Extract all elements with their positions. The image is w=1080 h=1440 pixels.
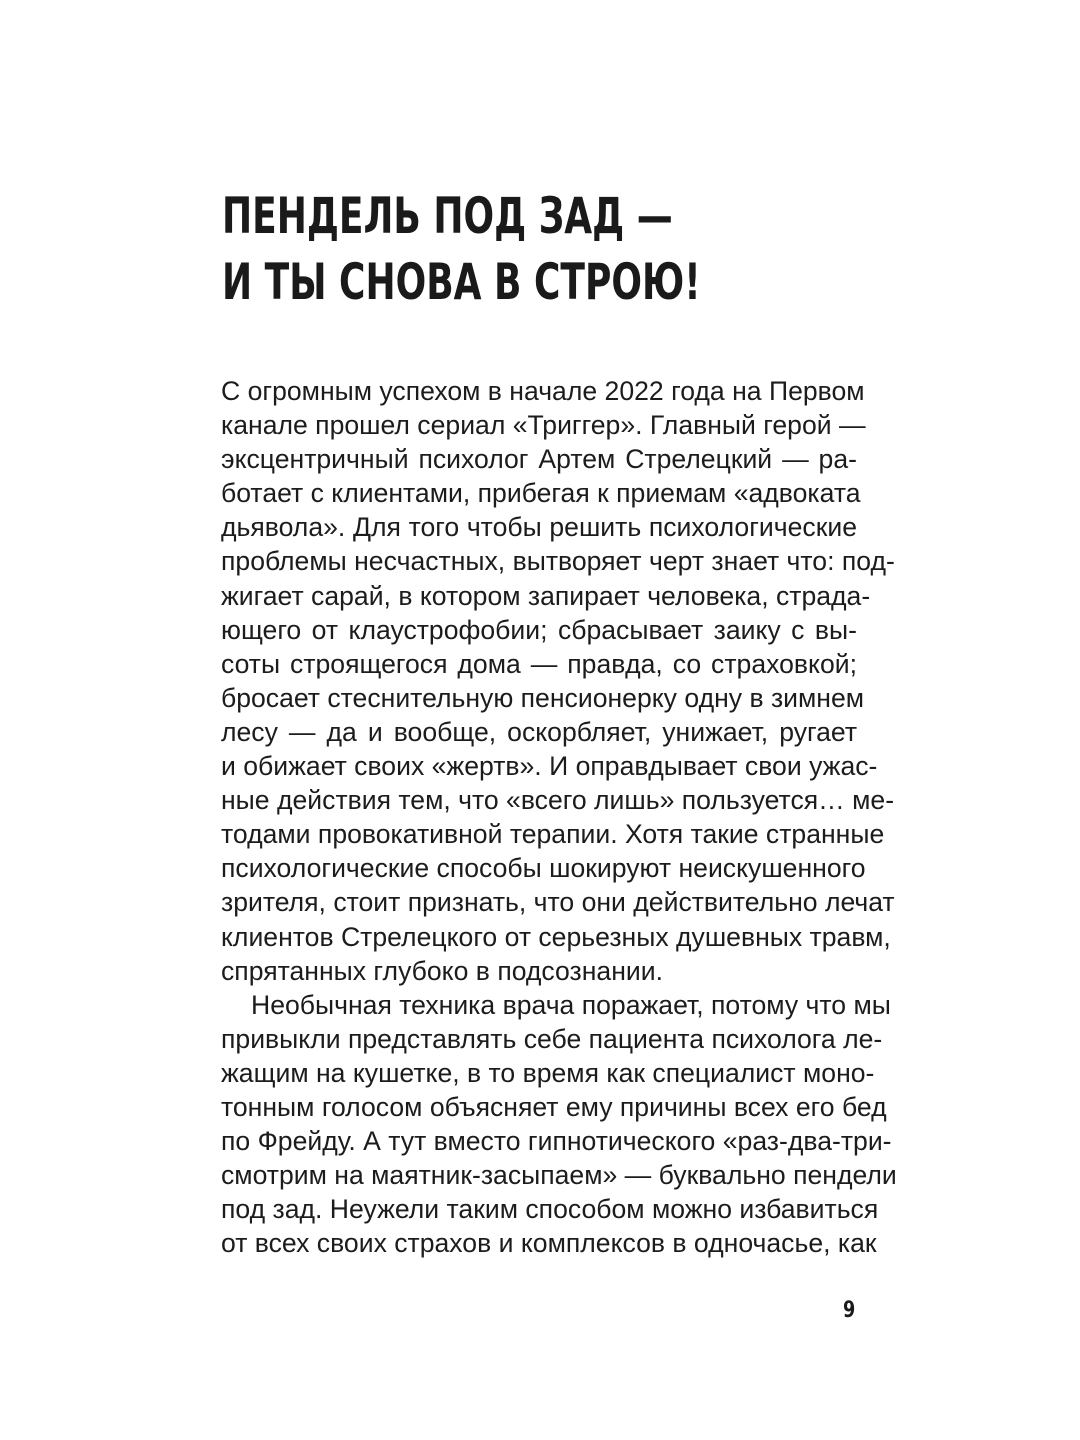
text-line: тонным голосом объясняет ему причины всех его бед xyxy=(221,1091,887,1122)
text-line: дьявола». Для того чтобы решить психологические xyxy=(221,512,857,543)
text-line: ные действия тем, что «всего лишь» пользуется… ме- xyxy=(221,785,895,816)
text-line: бросает стеснительную пенсионерку одну в зимнем xyxy=(221,682,865,713)
chapter-title-line-1: ПЕНДЕЛЬ ПОД ЗАД — xyxy=(222,187,673,245)
text-line: от всех своих страхов и комплексов в одночасье, как xyxy=(221,1228,877,1259)
text-line: под зад. Неужели таким способом можно избавиться xyxy=(221,1194,879,1225)
text-line: ющего от клаустрофобии; сбрасывает заику с вы- xyxy=(221,614,857,645)
text-line-paragraph-end: спрятанных глубоко в подсознании. xyxy=(221,955,663,986)
text-line: по Фрейду. А тут вместо гипнотического «раз-два-три- xyxy=(221,1126,892,1157)
text-line: эксцентричный психолог Артем Стрелецкий — ра- xyxy=(221,444,857,475)
text-line: тодами провокативной терапии. Хотя такие странные xyxy=(221,819,885,850)
chapter-title xyxy=(222,183,701,315)
text-line: ботает с клиентами, прибегая к приемам «адвоката xyxy=(221,478,861,509)
text-line: смотрим на маятник-засыпаем» — буквально пендели xyxy=(221,1160,897,1191)
text-line: лесу — да и вообще, оскорбляет, унижает, ругает xyxy=(221,716,857,747)
text-line: жигает сарай, в котором запирает человека, страда- xyxy=(221,580,871,611)
text-line: канале прошел сериал «Триггер». Главный герой — xyxy=(221,410,866,441)
text-line: психологические способы шокируют неискушенного xyxy=(221,853,866,884)
page-number: 9 xyxy=(843,1298,856,1323)
body-text xyxy=(221,374,897,1260)
text-line: и обижает своих «жертв». И оправдывает свои ужас- xyxy=(221,751,878,782)
text-line: привыкли представлять себе пациента психолога ле- xyxy=(221,1023,883,1054)
text-line: соты строящегося дома — правда, со страховкой; xyxy=(221,648,857,679)
text-line: С огромным успехом в начале 2022 года на Первом xyxy=(221,376,865,406)
text-line: зрителя, стоит признать, что они действительно лечат xyxy=(221,887,895,918)
text-line-paragraph-start: Необычная техника врача поражает, потому что мы xyxy=(251,989,891,1020)
chapter-title-line-2: И ТЫ СНОВА В СТРОЮ! xyxy=(222,253,701,311)
text-line: проблемы несчастных, вытворяет черт знает что: под- xyxy=(221,546,895,577)
text-line: жащим на кушетке, в то время как специалист моно- xyxy=(221,1057,875,1088)
text-line: клиентов Стрелецкого от серьезных душевных травм, xyxy=(221,921,891,952)
